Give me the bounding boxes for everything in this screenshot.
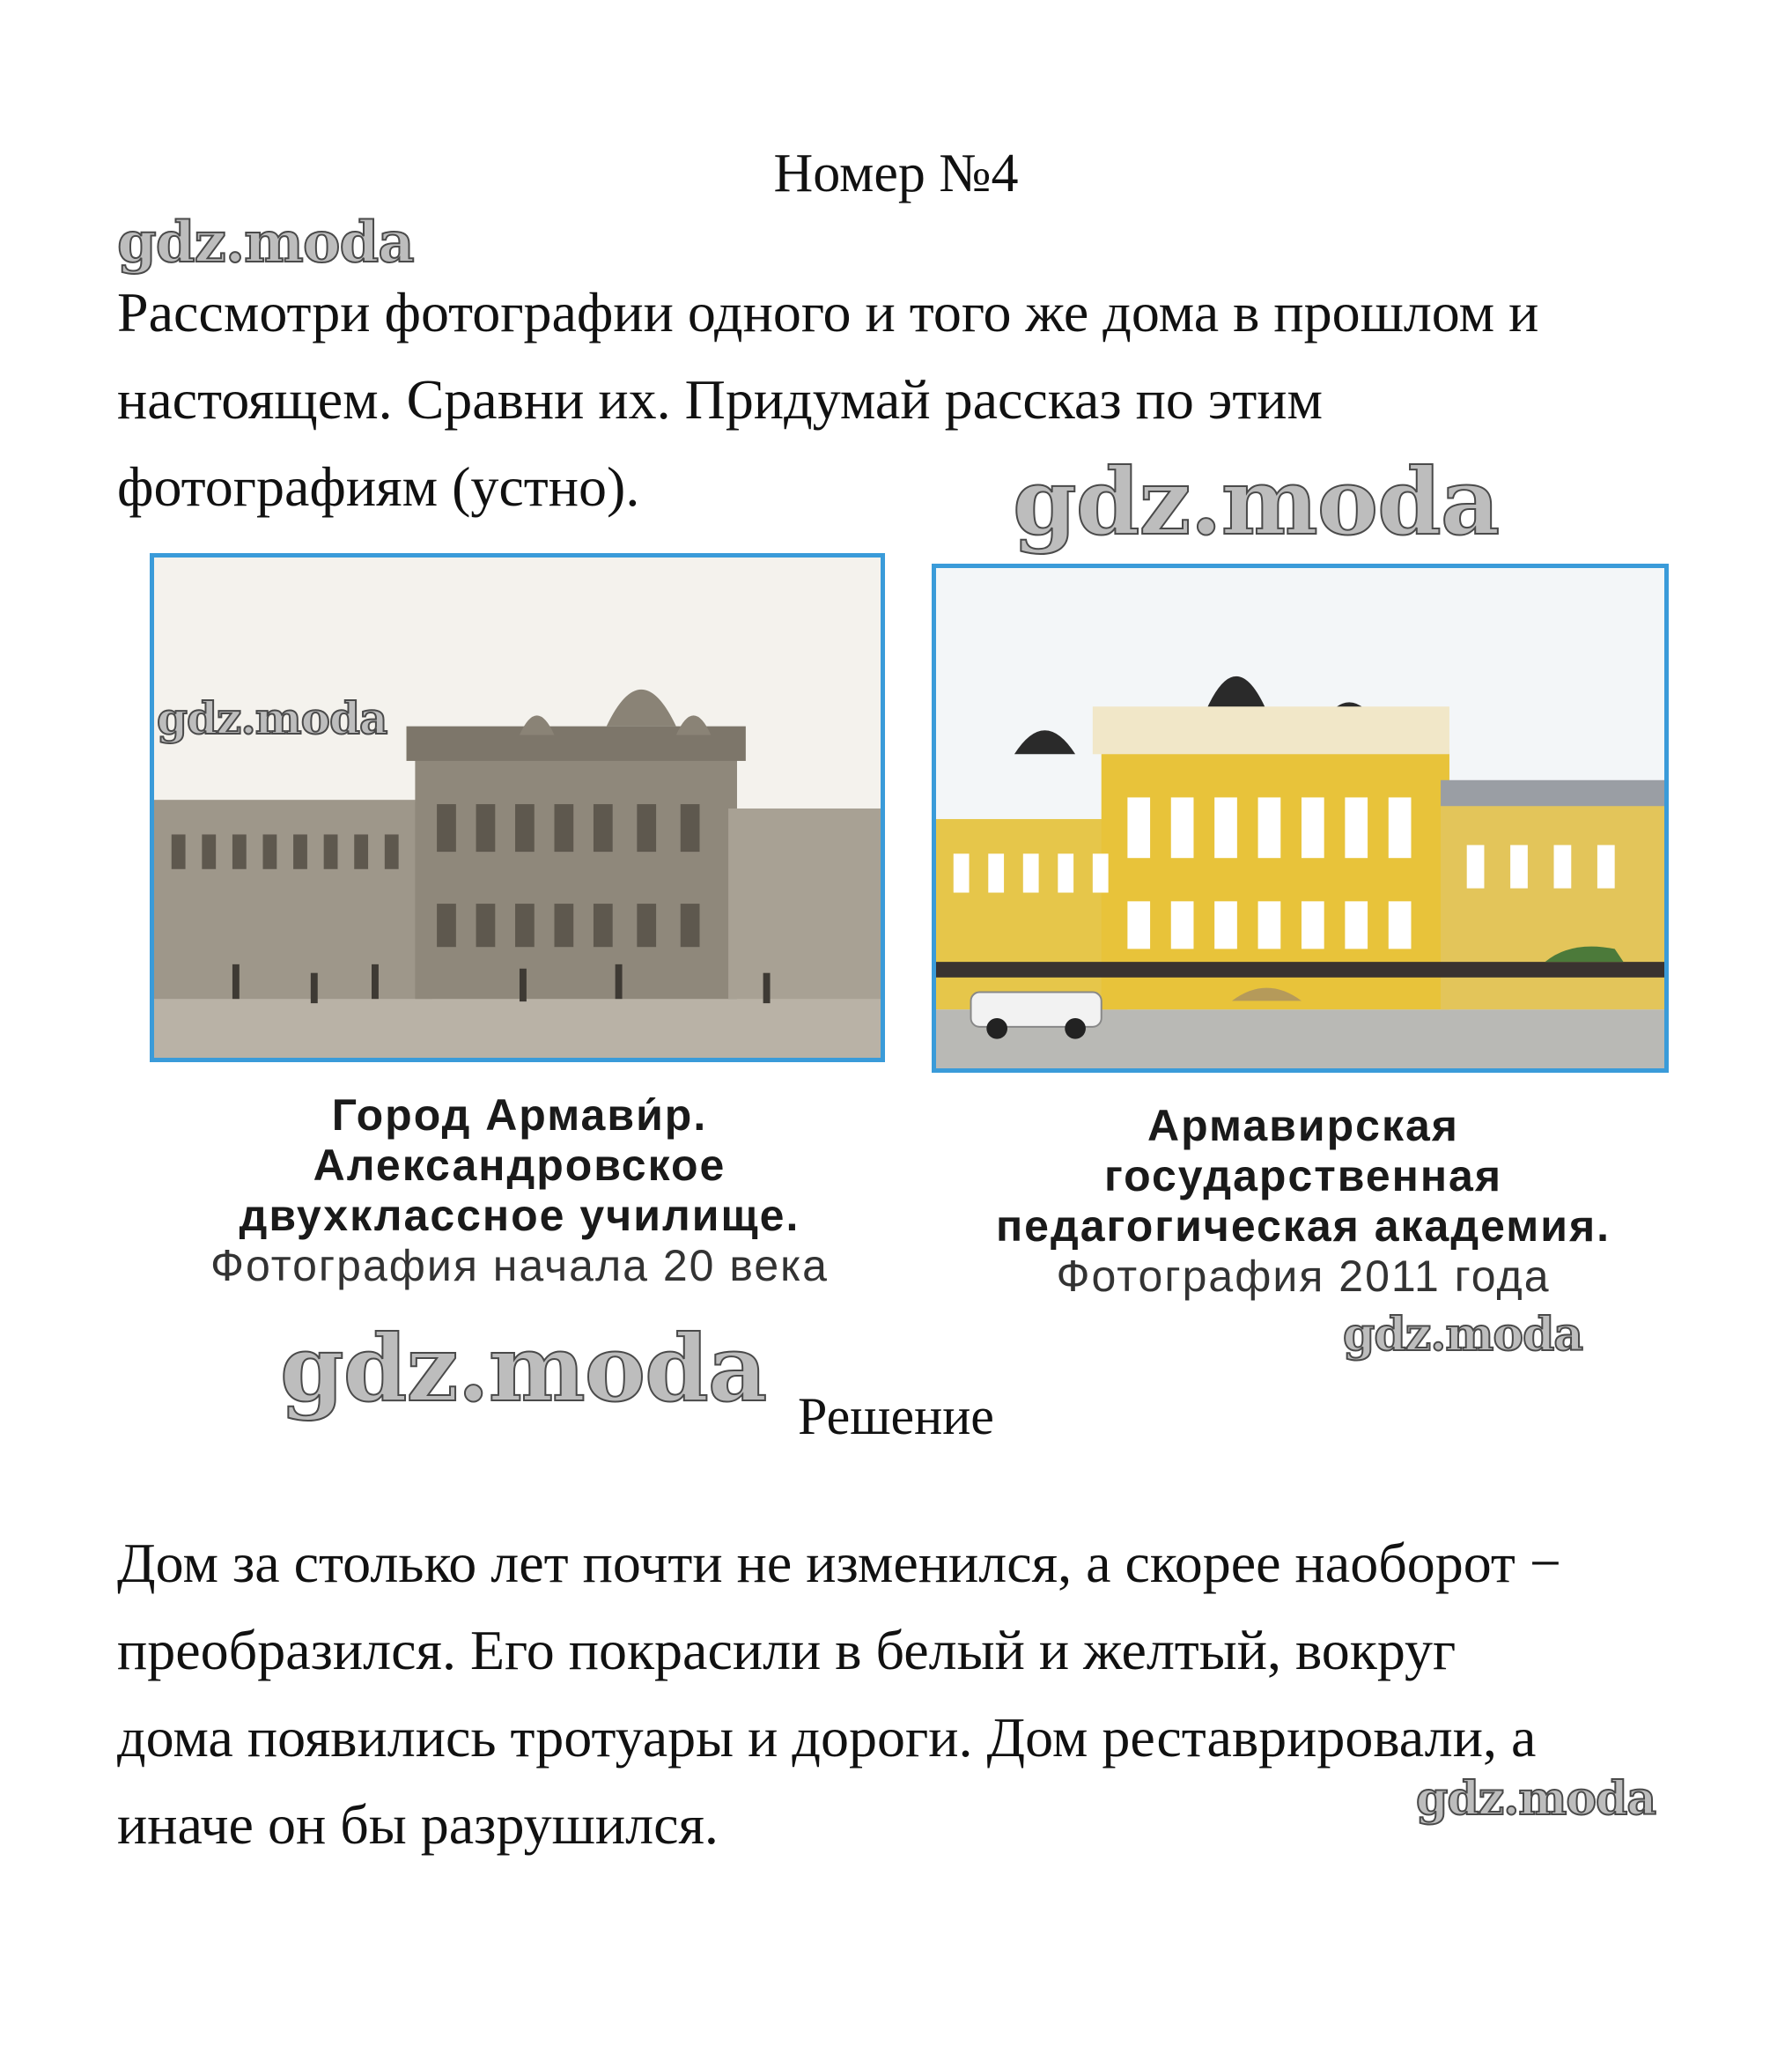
caption-title-line: Город Армави́р. bbox=[331, 1090, 708, 1140]
solution-heading: Решение bbox=[798, 1387, 994, 1445]
photo-old-building bbox=[150, 553, 885, 1062]
answer-line: Дом за столько лет почти не изменился, а скорее наоборот − bbox=[117, 1532, 1561, 1594]
caption-title-line: Армавирская bbox=[1147, 1101, 1459, 1150]
caption-title-line: двухклассное училище. bbox=[239, 1191, 800, 1240]
caption-title-line: государственная bbox=[1103, 1151, 1503, 1200]
photo-new-building bbox=[932, 564, 1669, 1073]
watermark: gdz.moda bbox=[1013, 447, 1500, 556]
caption-old-photo bbox=[132, 1090, 907, 1291]
caption-title-line: педагогическая академия. bbox=[995, 1201, 1611, 1251]
task-line: фотографиям (устно). bbox=[117, 455, 640, 518]
watermark: gdz.moda bbox=[157, 692, 387, 744]
new-building-illustration bbox=[936, 568, 1664, 1068]
answer-line: преобразился. Его покрасили в белый и желтый, вокруг bbox=[117, 1619, 1456, 1681]
watermark: gdz.moda bbox=[117, 210, 414, 276]
answer-line: дома появились тротуары и дороги. Дом реставрировали, а bbox=[117, 1706, 1537, 1769]
caption-new-photo bbox=[916, 1101, 1691, 1302]
answer-line: иначе он бы разрушился. bbox=[117, 1793, 719, 1856]
old-building-illustration bbox=[154, 558, 881, 1058]
watermark: gdz.moda bbox=[280, 1314, 767, 1422]
caption-date: Фотография 2011 года bbox=[1056, 1252, 1551, 1301]
watermark: gdz.moda bbox=[1416, 1772, 1656, 1826]
task-line: настоящем. Сравни их. Придумай рассказ по этим bbox=[117, 368, 1324, 431]
page-title: Номер №4 bbox=[773, 144, 1019, 203]
watermark: gdz.moda bbox=[1343, 1308, 1583, 1362]
caption-title-line: Александровское bbox=[313, 1141, 726, 1190]
task-line: Рассмотри фотографии одного и того же дома в прошлом и bbox=[117, 281, 1539, 343]
caption-date: Фотография начала 20 века bbox=[210, 1241, 829, 1290]
